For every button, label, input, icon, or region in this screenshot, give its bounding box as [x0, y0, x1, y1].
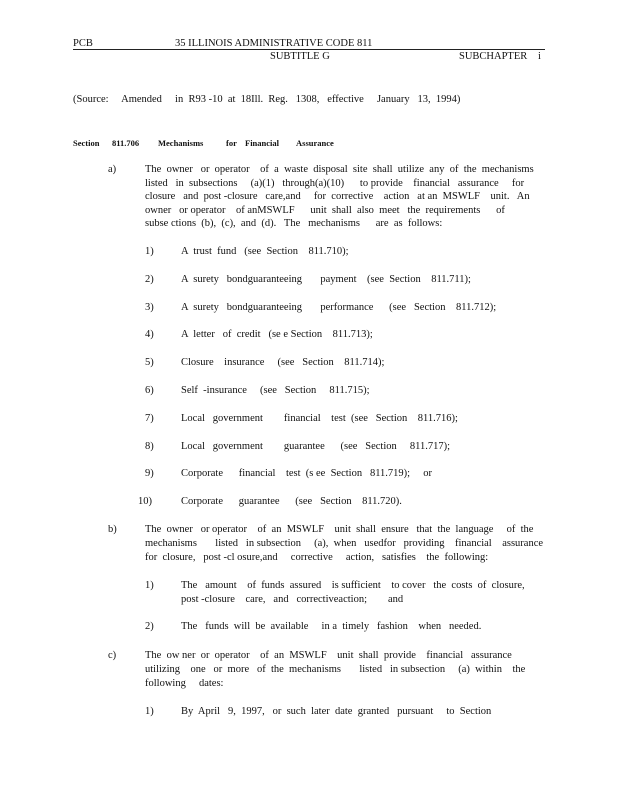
subsection-b-line: The owner or operator of an MSWLF unit shall ensure that the language of the: [145, 524, 534, 535]
list-item-number: 2): [145, 621, 154, 632]
section-number: 811.706: [112, 138, 140, 148]
subsection-c-line: utilizing one or more of the mechanisms listed in subsection (a) within the: [145, 664, 526, 675]
list-item-text: post -closure care, and correctiveaction; and: [181, 594, 404, 605]
list-item-number: 5): [145, 357, 154, 368]
header-subchapter-letter: i: [538, 51, 541, 62]
section-title-word-4: Assurance: [296, 138, 334, 148]
source-note: (Source: Amended in R93 -10 at 18Ill. Reg. 1308, effective January 13, 1994): [73, 94, 461, 105]
header-left-pcb: PCB: [73, 38, 93, 49]
list-item-text: A surety bondguaranteeing performance (see Section 811.712);: [181, 302, 497, 313]
list-item-text: A surety bondguaranteeing payment (see Section 811.711);: [181, 274, 471, 285]
subsection-a-line: closure and post -closure care,and for corrective action at an MSWLF unit. An: [145, 191, 530, 202]
list-item-text: The funds will be available in a timely fashion when needed.: [181, 621, 482, 632]
list-item-text: The amount of funds assured is sufficient to cover the costs of closure,: [181, 580, 525, 591]
list-item-text: Local government financial test (see Section 811.716);: [181, 413, 458, 424]
list-item-number: 9): [145, 468, 154, 479]
section-title-word-3: Financial: [245, 138, 280, 148]
list-item-text: Corporate guarantee (see Section 811.720).: [181, 496, 402, 507]
list-item-text: Self -insurance (see Section 811.715);: [181, 385, 370, 396]
list-item-text: Closure insurance (see Section 811.714);: [181, 357, 385, 368]
subsection-b-line: mechanisms listed in subsection (a), when usedfor providing financial assurance: [145, 538, 544, 549]
subsection-a-line: subse ctions (b), (c), and (d). The mechanisms are as follows:: [145, 218, 443, 229]
subsection-c-line: The ow ner or operator of an MSWLF unit shall provide financial assurance: [145, 650, 512, 661]
subsection-a-label: a): [108, 164, 117, 175]
subsection-a-line: The owner or operator of a waste disposal site shall utilize any of the mechanisms: [145, 164, 534, 175]
list-item-text: A letter of credit (se e Section 811.713);: [181, 329, 373, 340]
subsection-c-label: c): [108, 650, 117, 661]
list-item-number: 4): [145, 329, 154, 340]
list-item-text: Corporate financial test (s ee Section 811.719); or: [181, 468, 432, 479]
list-item-text: By April 9, 1997, or such later date granted pursuant to Section: [181, 706, 492, 717]
list-item-number: 1): [145, 246, 154, 257]
list-item-number: 6): [145, 385, 154, 396]
header-subtitle: SUBTITLE G: [270, 51, 330, 62]
list-item-text: Local government guarantee (see Section 811.717);: [181, 441, 451, 452]
subsection-a-line: owner or operator of anMSWLF unit shall also meet the requirements of: [145, 205, 505, 216]
subsection-c-line: following dates:: [145, 678, 224, 689]
list-item-number: 2): [145, 274, 154, 285]
header-subchapter: SUBCHAPTER: [459, 51, 528, 62]
section-label: Section: [73, 138, 100, 148]
section-title-word-2: for: [226, 138, 237, 148]
list-item-number: 7): [145, 413, 154, 424]
header-code-title: 35 ILLINOIS ADMINISTRATIVE CODE 811: [175, 38, 373, 49]
subsection-a-line: listed in subsections (a)(1) through(a)(10) to provide financial assurance for: [145, 178, 525, 189]
list-item-number: 8): [145, 441, 154, 452]
header-rule: [73, 49, 545, 50]
list-item-number: 1): [145, 580, 154, 591]
list-item-number: 1): [145, 706, 154, 717]
list-item-number: 3): [145, 302, 154, 313]
subsection-b-line: for closure, post -cl osure,and corrective action, satisfies the following:: [145, 552, 489, 563]
list-item-number: 10): [138, 496, 152, 507]
list-item-text: A trust fund (see Section 811.710);: [181, 246, 349, 257]
subsection-b-label: b): [108, 524, 117, 535]
section-title-word-1: Mechanisms: [158, 138, 204, 148]
